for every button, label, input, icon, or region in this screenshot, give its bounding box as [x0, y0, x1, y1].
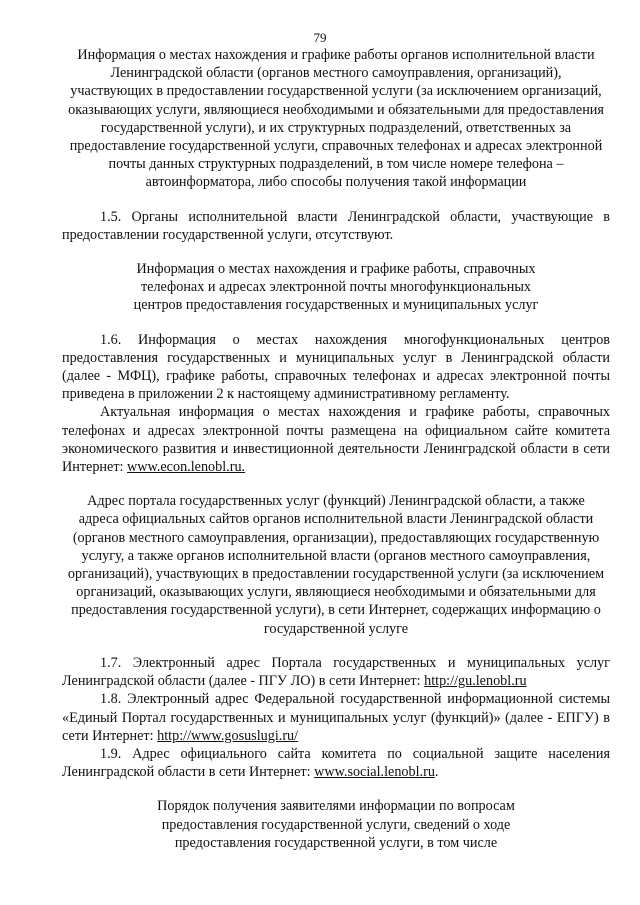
paragraph-1-8	[62, 690, 610, 745]
paragraph-1-9-text: 1.9. Адрес официального сайта комитета по социальной защите населения Ленинградской области в сети Интернет:	[62, 745, 610, 781]
paragraph-1-6-actual-text: Актуальная информация о местах нахождения и графике работы, справочных телефонах и адресах электронной почты размещена на официальном сайте комитета экономического развития и инвестиционной деятельности Ленинградской области в сети Интернет:	[62, 404, 610, 476]
paragraph-1-5: 1.5. Органы исполнительной власти Ленинградской области, участвующие в предоставлении государственной услуги, отсутствуют.	[62, 208, 610, 243]
section-heading-portal: Адрес портала государственных услуг (функций) Ленинградской области, а также адреса официальных сайтов органов исполнительной власти Ленинградской области (органов местного самоуправления, организации), предоставляющих государственную услугу, а также органов исполнительной власти (органов местного самоуправления, организаций), участвующих в предоставлении государственной услуги (за исключением организаций, оказывающих услуги, являющиеся необходимыми и обязательными для предоставления государственной услуги), в сети Интернет, содержащих информацию о государственной услуге	[67, 493, 605, 637]
social-lenobl-link[interactable]: www.social.lenobl.ru	[314, 764, 435, 781]
gu-lenobl-link[interactable]: http://gu.lenobl.ru	[424, 673, 527, 690]
econ-lenobl-link[interactable]: www.econ.lenobl.ru.	[127, 459, 246, 476]
paragraph-1-7-text: 1.7. Электронный адрес Портала государственных и муниципальных услуг Ленинградской области (далее - ПГУ ЛО) в сети Интернет:	[62, 654, 610, 690]
document-content	[62, 46, 610, 852]
paragraph-1-6-actual	[62, 403, 610, 476]
paragraph-1-6: 1.6. Информация о местах нахождения многофункциональных центров предоставления государственных и муниципальных услуг в Ленинградской области (далее - МФЦ), графике работы, справочных телефонах и адресах электронной почты приведена в приложении 2 к настоящему административному регламенту.	[62, 331, 610, 403]
gosuslugi-link[interactable]: http://www.gosuslugi.ru/	[157, 727, 299, 744]
paragraph-1-8-text: 1.8. Электронный адрес Федеральной государственной информационной системы «Единый Портал государственных и муниципальных услуг (функций)» (далее - ЕПГУ) в сети Интернет:	[62, 691, 610, 744]
paragraph-1-9	[62, 745, 610, 781]
paragraph-1-7	[62, 654, 610, 690]
section-heading-info-procedure: Порядок получения заявителями информации по вопросам предоставления государственной услуги, сведений о ходе предоставления государственной услуги, в том числе	[157, 798, 515, 851]
paragraph-1-9-end: .	[434, 764, 439, 781]
page-number: 79	[313, 30, 327, 45]
section-heading-locations: Информация о местах нахождения и графике работы органов исполнительной власти Ленинградской области (органов местного самоуправления, организаций), участвующих в предоставлении государственной услуги (за исключением организаций, оказывающих услуги, являющиеся необходимыми и обязательными для предоставления государственной услуги), и их структурных подразделений, ответственных за предоставление государственной услуги, справочных телефонах и адресах электронной почты данных структурных подразделений, в том числе номере телефона – автоинформатора, либо способы получения такой информации	[68, 47, 604, 191]
section-heading-mfc: Информация о местах нахождения и графике работы, справочных телефонах и адресах электронной почты многофункциональных центров предоставления государственных и муниципальных услуг	[133, 261, 539, 314]
